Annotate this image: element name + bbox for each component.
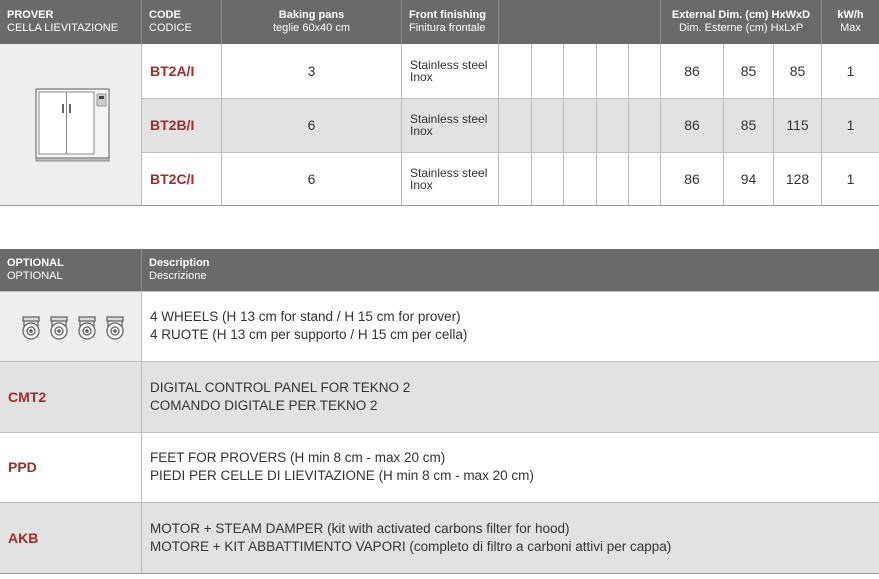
baking-pans-value: 6 — [307, 171, 316, 187]
description-label: FEET FOR PROVERS (H min 8 cm - max 20 cm) — [150, 450, 446, 465]
dim-width: 85 — [740, 63, 757, 79]
finish-label: Stainless steel — [410, 112, 488, 126]
dim-depth: 115 — [786, 117, 809, 133]
kw-value: 1 — [846, 171, 855, 187]
header-code — [142, 0, 221, 44]
prover-image-cell — [0, 44, 141, 206]
header-optional-sub: OPTIONAL — [7, 270, 63, 282]
description-sub: MOTORE + KIT ABBATTIMENTO VAPORI (completo di filtro a carboni attivi per cappa) — [150, 538, 672, 554]
baking-pans-value: 6 — [307, 117, 316, 133]
dim-height: 86 — [684, 171, 700, 187]
header-code-sub: CODICE — [149, 22, 192, 34]
header-optional — [0, 249, 141, 291]
description-label: DIGITAL CONTROL PANEL FOR TEKNO 2 — [150, 379, 411, 395]
description-label: MOTOR + STEAM DAMPER (kit with activated carbons filter for hood) — [150, 520, 570, 536]
header-description — [142, 249, 879, 291]
header-dims — [661, 0, 821, 44]
optional-description — [142, 291, 879, 361]
header-prover-label: PROVER — [7, 9, 54, 21]
front-finish — [402, 152, 498, 206]
product-code: BT2C/I — [150, 171, 195, 187]
description-label: 4 WHEELS (H 13 cm for stand / H 15 cm for prover) — [150, 309, 461, 324]
product-code: BT2B/I — [150, 117, 195, 133]
header-description-label: Description — [149, 257, 210, 269]
optional-code: AKB — [8, 529, 39, 546]
prover-cabinet-icon — [0, 44, 141, 206]
header-dims-sub: Dim. Esterne (cm) HxLxP — [678, 22, 804, 34]
header-kw-sub: Max — [840, 22, 861, 34]
header-kw-label: kW/h — [837, 9, 864, 21]
front-finish — [402, 98, 498, 152]
dim-height: 86 — [684, 117, 700, 133]
finish-sub: Inox — [410, 124, 433, 138]
header-optional-label: OPTIONAL — [7, 257, 64, 269]
baking-pans-value: 3 — [307, 63, 316, 79]
header-pans — [222, 0, 401, 44]
optional-code: CMT2 — [8, 388, 47, 405]
optional-code: PPD — [8, 459, 37, 475]
product-code: BT2A/I — [150, 63, 195, 79]
header-finish-sub: Finitura frontale — [409, 22, 486, 34]
dim-height: 86 — [684, 63, 700, 79]
header-prover-sub: CELLA LIEVITAZIONE — [7, 22, 119, 34]
dim-depth: 85 — [789, 63, 806, 79]
product-table-header — [0, 0, 879, 44]
header-pans-sub: teglie 60x40 cm — [272, 22, 351, 34]
wheels-icon — [0, 291, 141, 361]
finish-label: Stainless steel — [410, 58, 488, 72]
header-finish-label: Front finishing — [409, 9, 486, 21]
header-kw — [822, 0, 879, 44]
finish-label: Stainless steel — [410, 166, 488, 180]
dim-width: 85 — [740, 117, 757, 133]
optional-description — [142, 361, 879, 432]
optional-table-header — [0, 249, 879, 291]
front-finish — [402, 44, 498, 98]
dim-depth: 128 — [785, 171, 810, 187]
kw-value: 1 — [846, 63, 855, 79]
dim-width: 94 — [740, 171, 757, 187]
optional-description — [142, 502, 879, 573]
kw-value: 1 — [846, 117, 855, 133]
description-sub: COMANDO DIGITALE PER TEKNO 2 — [150, 397, 378, 413]
header-prover — [0, 0, 141, 44]
finish-sub: Inox — [410, 70, 433, 84]
description-sub: PIEDI PER CELLE DI LIEVITAZIONE (H min 8 cm - max 20 cm) — [150, 468, 534, 483]
header-pans-label: Baking pans — [278, 9, 345, 21]
optional-description — [142, 432, 879, 502]
header-dims-label: External Dim. (cm) HxWxD — [671, 9, 811, 21]
header-description-sub: Descrizione — [149, 270, 207, 282]
header-finish — [402, 0, 498, 44]
header-code-label: CODE — [149, 9, 181, 21]
finish-sub: Inox — [410, 178, 433, 192]
description-sub: 4 RUOTE (H 13 cm per supporto / H 15 cm per cella) — [150, 327, 468, 342]
wheels-image-cell — [0, 291, 141, 361]
